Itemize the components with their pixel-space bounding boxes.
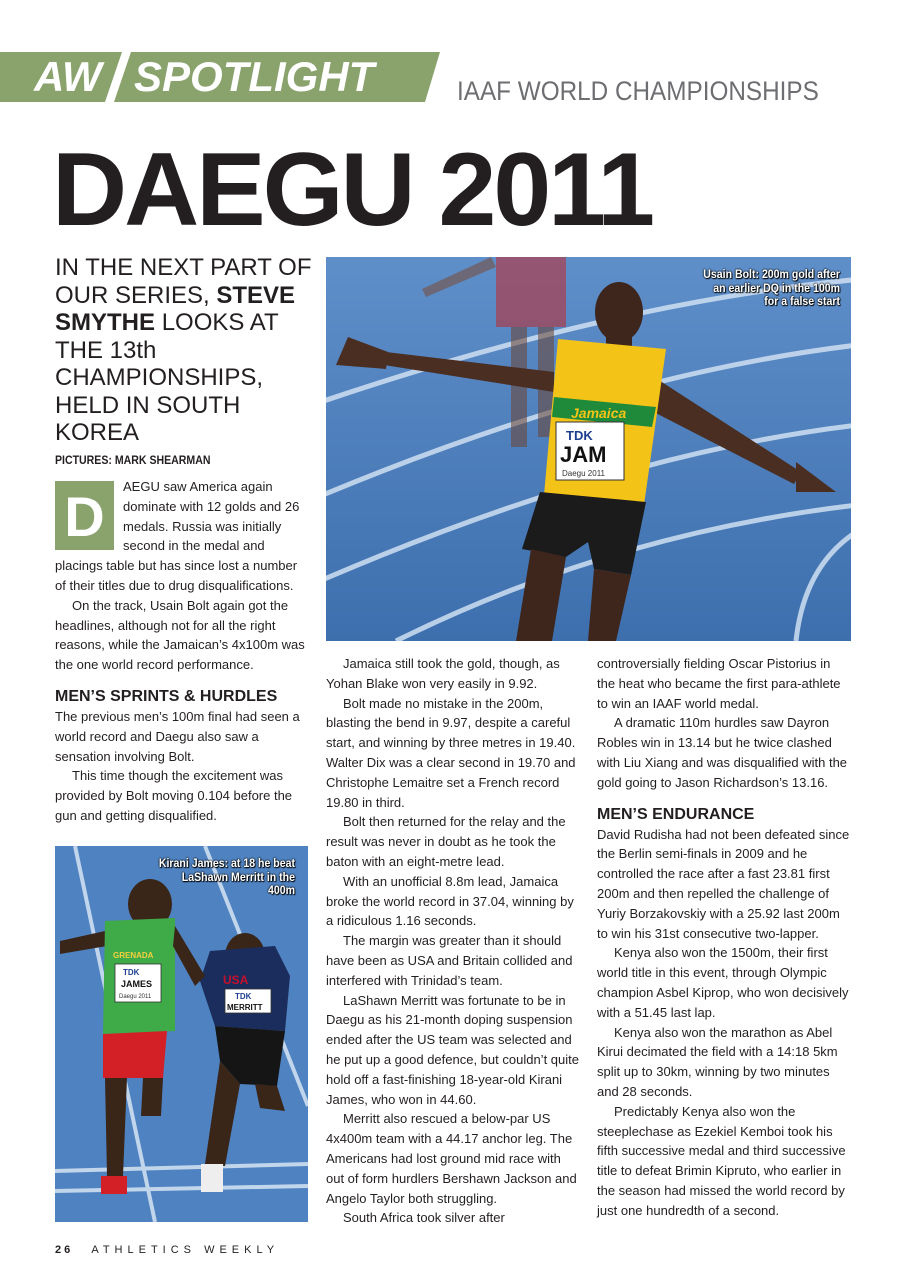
paragraph: Bolt then returned for the relay and the result was never in doubt as he took the baton with an eight-metre lead. <box>326 814 566 869</box>
james-vest-team: GRENADA <box>113 951 154 960</box>
paragraph: Merritt also rescued a below-par US 4x400m team with a 44.17 anchor leg. The Americans had lost ground mid race with out of form hurdlers Bershawn Jackson and Angelo Taylor both struggling. <box>326 1111 577 1206</box>
james-photo-caption: Kirani James: at 18 he beat LaShawn Merritt in the 400m <box>158 856 295 897</box>
page-footer <box>55 1244 279 1256</box>
drop-cap: D <box>55 481 114 550</box>
paragraph: South Africa took silver after <box>343 1210 505 1226</box>
paragraph: On the track, Usain Bolt again got the headlines, although not for all the right reasons, while the Jamaican’s 4x100m was the one world record performance. <box>55 597 305 673</box>
paragraph: Bolt made no mistake in the 200m, blasting the bend in 9.97, despite a careful start, and winning by three metres in 19.40. Walter Dix was a clear second in 19.70 and Christophe Lemaitre set a French record 19.80 in third. <box>326 695 576 810</box>
spotlight-label: SPOTLIGHT <box>134 53 375 100</box>
standfirst-intro: IN THE NEXT PART OF OUR SERIES, <box>55 254 312 309</box>
spotlight-banner <box>0 52 440 102</box>
paragraph: Kenya also won the 1500m, their first world title in this event, through Olympic champion Asbel Kiprop, who won decisively with a 51.45 last lap. <box>597 945 849 1020</box>
paragraph: The previous men’s 100m final had seen a world record and Daegu also saw a sensation involving Bolt. <box>55 708 300 764</box>
paragraph: A dramatic 110m hurdles saw Dayron Robles win in 13.14 but he twice clashed with Liu Xiang and was disqualified with the gold going to Jason Richardson’s 13.16. <box>597 715 848 790</box>
paragraph: David Rudisha had not been defeated since the Berlin semi-finals in 2009 and he controlled the race after a fast 23.81 first 200m and then repelled the challenge of Yuriy Borzakovskiy with a 25.92 last 200m to win his 31st consecutive two-lapper. <box>597 826 850 941</box>
bolt-photo-caption: Usain Bolt: 200m gold after an earlier DQ in the 100m for a false start <box>703 267 840 308</box>
merritt-vest-team: USA <box>223 973 249 987</box>
james-bib-sponsor: TDK <box>123 968 140 977</box>
standfirst <box>55 254 315 447</box>
merritt-bib-name: MERRITT <box>227 1003 263 1012</box>
james-bib-event: Daegu 2011 <box>119 994 152 1000</box>
article-column-3 <box>597 654 852 1221</box>
page-title: DAEGU 2011 <box>52 132 653 248</box>
paragraph: This time though the excitement was provided by Bolt moving 0.104 before the gun and getting disqualified. <box>55 768 293 823</box>
paragraph: Jamaica still took the gold, though, as Yohan Blake won very easily in 9.92. <box>326 656 560 691</box>
section-title: IAAF WORLD CHAMPIONSHIPS <box>457 76 819 106</box>
james-photo <box>55 846 308 1222</box>
standfirst-outro: LOOKS AT THE 13th CHAMPIONSHIPS, HELD IN SOUTH KOREA <box>55 309 279 446</box>
bolt-bib-event: Daegu 2011 <box>562 469 605 478</box>
paragraph: With an unofficial 8.8m lead, Jamaica broke the world record in 37.04, winning by a ridiculous 1.16 seconds. <box>326 873 574 929</box>
subhead-sprints: MEN’S SPRINTS & HURDLES <box>55 687 278 705</box>
publication-name: ATHLETICS WEEKLY <box>91 1244 280 1256</box>
bolt-vest-team: Jamaica <box>571 405 627 421</box>
standfirst-author: STEVE SMYTHE <box>55 281 296 336</box>
paragraph: LaShawn Merritt was fortunate to be in Daegu as his 21-month doping suspension ended after the US team was selected and he put up a good defence, but couldn’t quite hold off a fast-finishing 18-year-old Kirani James, who won in 44.60. <box>326 992 579 1107</box>
merritt-bib-sponsor: TDK <box>235 992 252 1001</box>
bolt-bib-sponsor: TDK <box>566 428 593 443</box>
james-bib-name: JAMES <box>121 979 153 989</box>
paragraph: Predictably Kenya also won the steeplechase as Ezekiel Kemboi took his fifth successive medal and third successive title to defeat Brimin Kipruto, who earlier in the season had missed the world record by just one hundredth of a second. <box>597 1103 846 1218</box>
article-column-2 <box>326 654 581 1228</box>
picture-credit: PICTURES: MARK SHEARMAN <box>55 453 211 467</box>
paragraph: The margin was greater than it should have been as USA and Britain collided and interfered with Trinidad’s team. <box>326 933 573 988</box>
bolt-bib-country: JAM <box>560 442 607 467</box>
bolt-photo <box>326 257 851 641</box>
article-column-1 <box>55 477 310 826</box>
page-number: 26 <box>55 1244 74 1256</box>
paragraph: AEGU saw America again dominate with 12 golds and 26 medals. Russia was initially second in the medal and placings table but has since lost a number of their titles due to drug disqualifications. <box>55 479 300 593</box>
brand-logo-aw: AW <box>34 53 102 100</box>
paragraph: controversially fielding Oscar Pistorius in the heat who became the first para-athlete to win an IAAF world medal. <box>597 656 841 711</box>
subhead-endurance: MEN’S ENDURANCE <box>597 805 755 823</box>
paragraph: Kenya also won the marathon as Abel Kirui decimated the field with a 14:18 5km split up to 30km, winning by two minutes and 28 seconds. <box>597 1024 838 1099</box>
